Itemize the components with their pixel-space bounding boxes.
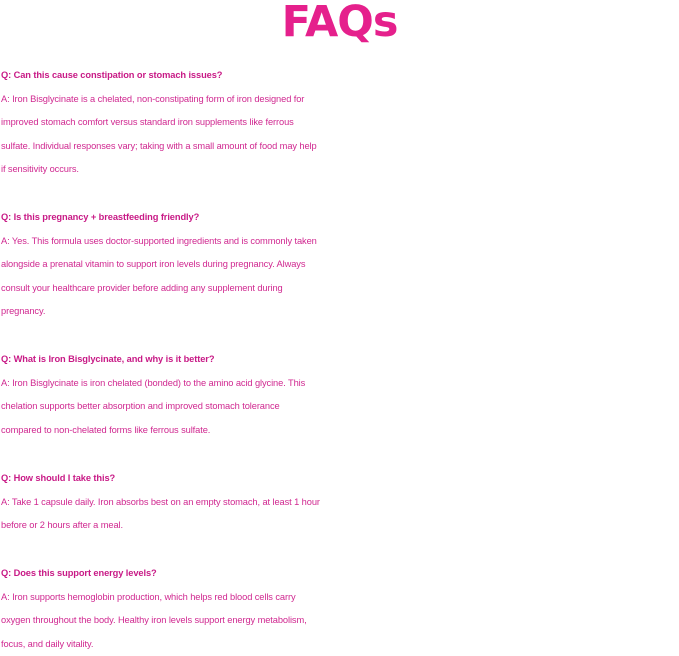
faq-answer-line: alongside a prenatal vitamin to support iron levels during pregnancy. Always (1, 259, 306, 270)
faq-answer-line: before or 2 hours after a meal. (1, 520, 123, 531)
faq-answer-line: focus, and daily vitality. (1, 638, 94, 649)
faq-question: Q: How should I take this? (1, 473, 116, 483)
faq-answer-line: if sensitivity occurs. (1, 164, 79, 175)
faq-answer-line: A: Yes. This formula uses doctor-supported ingredients and is commonly taken (1, 235, 317, 246)
faq-question: Q: Can this cause constipation or stomach issues? (1, 70, 223, 80)
faq-answer-line: compared to non-chelated forms like ferrous sulfate. (1, 424, 211, 435)
faq-item-what-is (1, 348, 679, 442)
faq-question: Q: Does this support energy levels? (1, 568, 157, 578)
faq-answer-line: A: Iron supports hemoglobin production, which helps red blood cells carry (1, 591, 296, 602)
faq-answer-line: A: Take 1 capsule daily. Iron absorbs best on an empty stomach, at least 1 hour (1, 496, 320, 507)
faq-answer-line: pregnancy. (1, 306, 46, 317)
faq-answer-line: improved stomach comfort versus standard iron supplements like ferrous (1, 117, 294, 128)
faq-answer-line: A: Iron Bisglycinate is iron chelated (bonded) to the amino acid glycine. This (1, 377, 306, 388)
page-title: FAQs (281, 0, 398, 47)
faq-item-constipation (1, 64, 679, 182)
faq-answer-line: oxygen throughout the body. Healthy iron levels support energy metabolism, (1, 615, 307, 626)
faq-answer-line: consult your healthcare provider before adding any supplement during (1, 282, 283, 293)
faq-answer-line: chelation supports better absorption and improved stomach tolerance (1, 401, 280, 412)
faq-item-pregnancy (1, 206, 679, 324)
faq-question: Q: What is Iron Bisglycinate, and why is it better? (1, 354, 215, 364)
faq-question: Q: Is this pregnancy + breastfeeding friendly? (1, 212, 200, 222)
faq-answer-line: A: Iron Bisglycinate is a chelated, non-constipating form of iron designed for (1, 93, 305, 104)
faq-answer-line: sulfate. Individual responses vary; taking with a small amount of food may help (1, 140, 317, 151)
faq-item-how-to-take (1, 467, 679, 538)
faq-item-energy (1, 562, 679, 656)
